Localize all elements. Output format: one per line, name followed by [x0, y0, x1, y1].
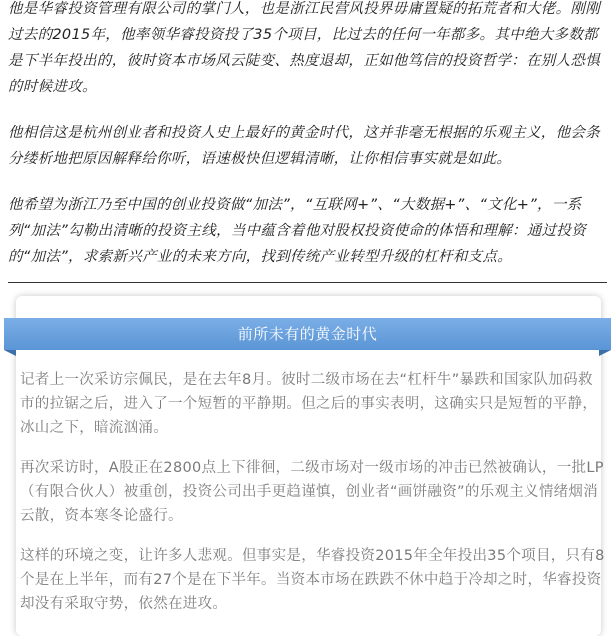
article-body: [20, 368, 605, 616]
intro-paragraph-2: 他相信这是杭州创业者和投资人史上最好的黄金时代，这并非毫无根据的乐观主义，他会条分缕析地把原因解释给你听，语速极快但逻辑清晰，让你相信事实就是如此。: [8, 125, 600, 167]
section-title: 前所未有的黄金时代: [4, 318, 611, 350]
body-paragraph-2: 再次采访时，A股正在2800点上下徘徊，二级市场对一级市场的冲击已然被确认，一批LP（有限合伙人）被重创，投资公司出手更趋谨慎，创业者“画饼融资”的乐观主义情绪烟消云散，资本寒冬论盛行。: [20, 460, 604, 524]
section-banner: [4, 318, 611, 356]
intro-section: [0, 0, 615, 270]
banner-fold-right: [599, 350, 611, 356]
intro-paragraph-1: 他是华睿投资管理有限公司的掌门人，也是浙江民营风投界毋庸置疑的拓荒者和大佬。刚刚过去的2015年，他率领华睿投资投了35个项目，比过去的任何一年都多。其中绝大多数都是下半年投出的，彼时资本市场风云陡变、热度退却，正如他笃信的投资哲学：在别人恐惧的时候进攻。: [8, 1, 600, 95]
intro-paragraph-3: 他希望为浙江乃至中国的创业投资做“加法”，“互联网+”、“大数据+”、“文化+”，一系列“加法”勾勒出清晰的投资主线，当中蕴含着他对股权投资使命的体悟和理解：通过投资的“加法”，求索新兴产业的未来方向，找到传统产业转型升级的杠杆和支点。: [8, 197, 587, 265]
banner-fold-left: [4, 350, 16, 356]
body-paragraph-3: 这样的环境之变，让许多人悲观。但事实是，华睿投资2015年全年投出35个项目，只有8个是在上半年，而有27个是在下半年。当资本市场在跌跌不休中趋于冷却之时，华睿投资却没有采取守势，依然在进攻。: [20, 548, 605, 612]
section-divider: [8, 282, 607, 283]
body-paragraph-1: 记者上一次采访宗佩民，是在去年8月。彼时二级市场在去“杠杆牛”暴跌和国家队加码救市的拉锯之后，进入了一个短暂的平静期。但之后的事实表明，这确实只是短暂的平静，冰山之下，暗流汹涌。: [20, 372, 598, 436]
